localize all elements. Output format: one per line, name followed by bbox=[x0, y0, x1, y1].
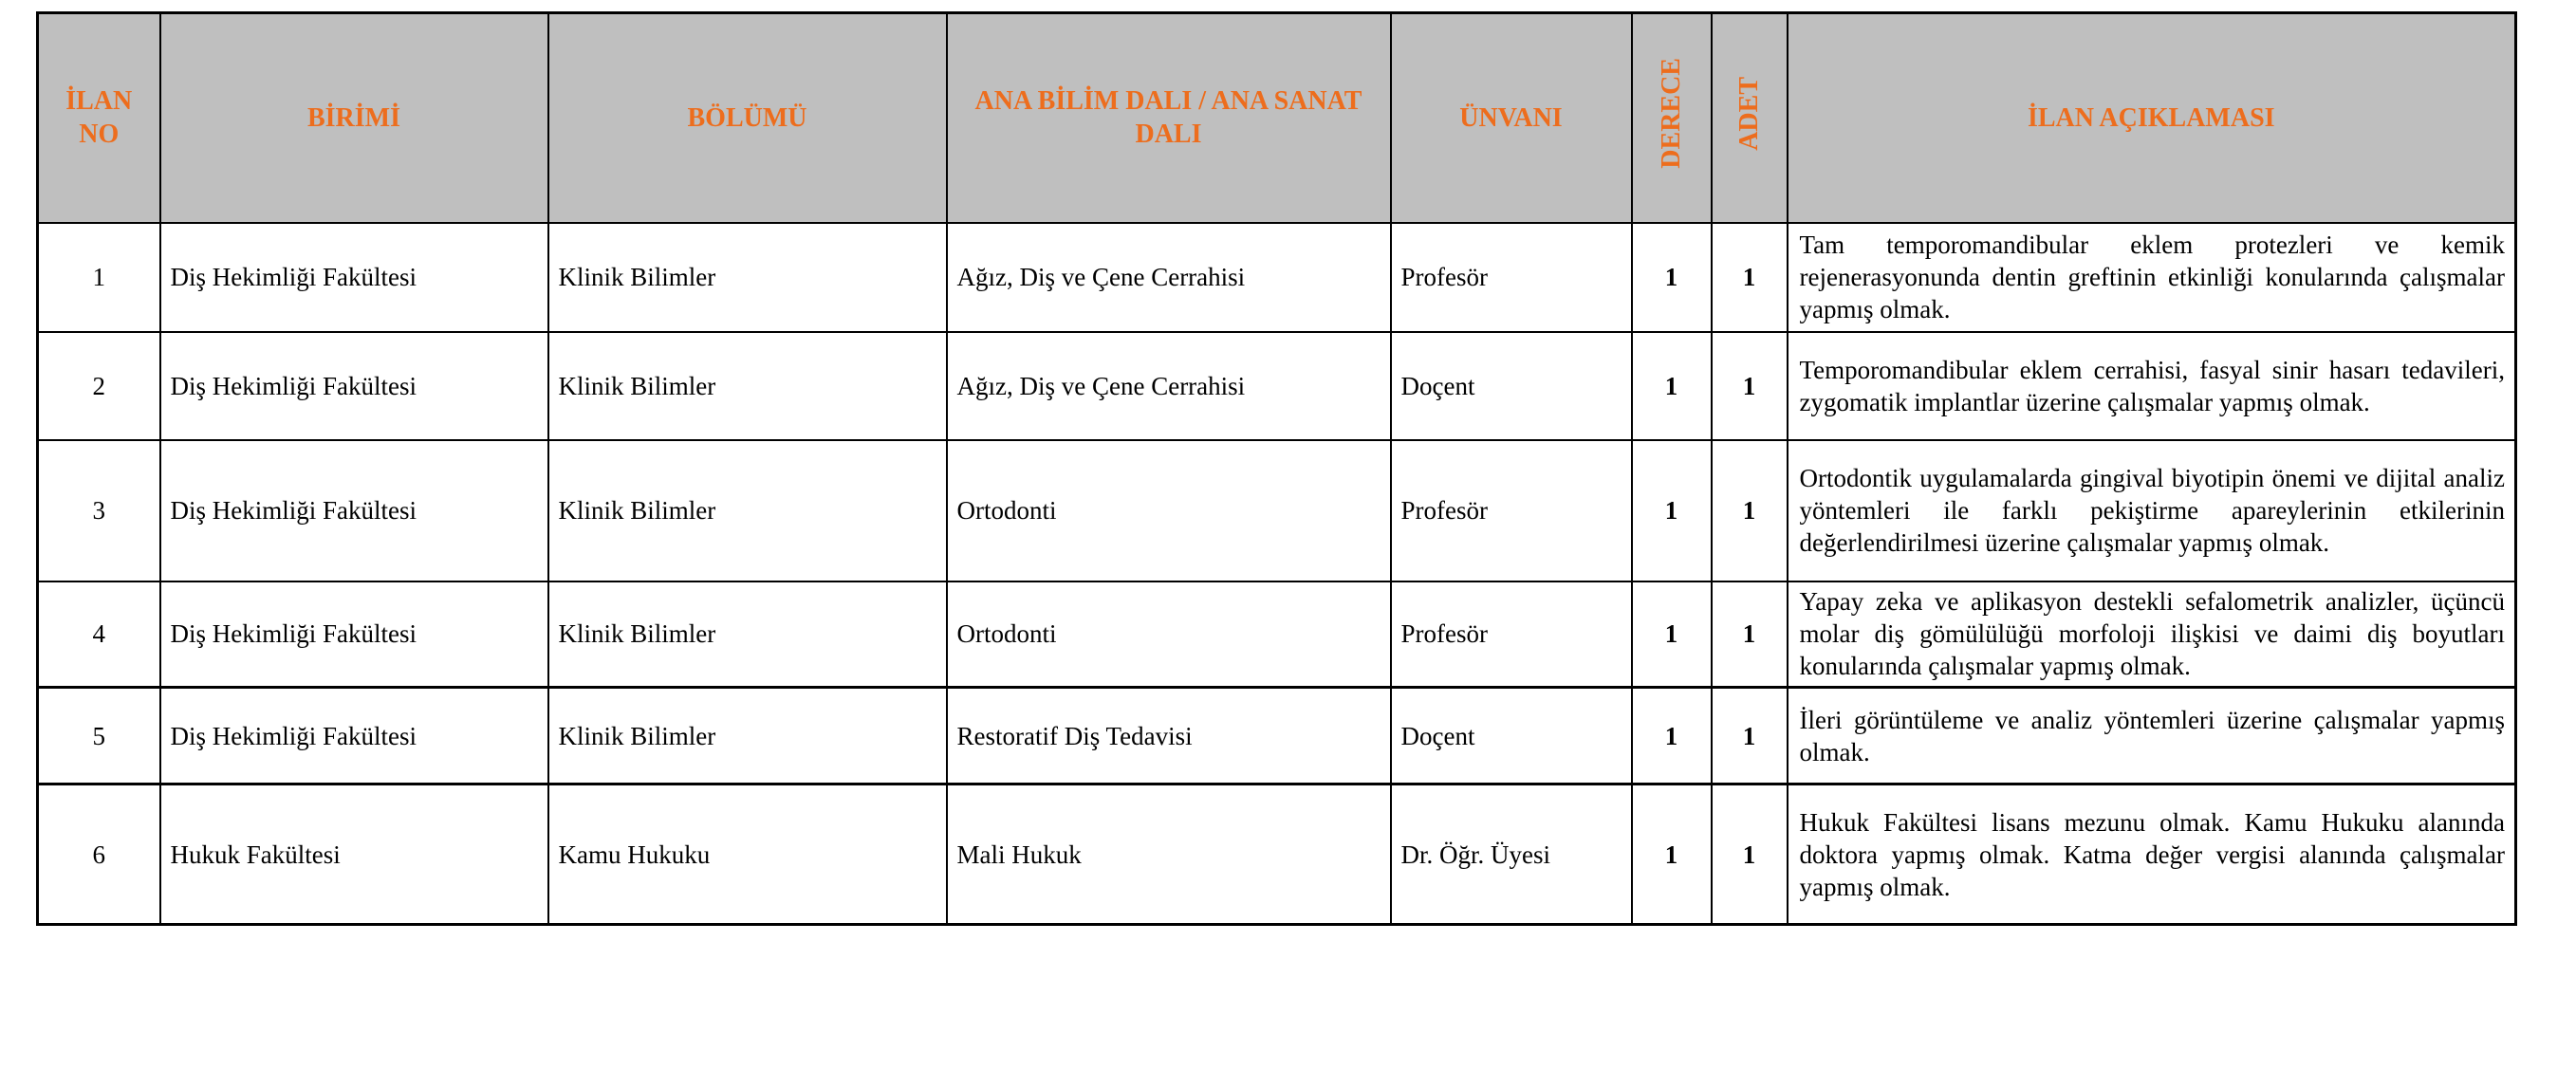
cell-adet: 1 bbox=[1712, 581, 1788, 688]
col-header-ilan-no: İLAN NO bbox=[38, 13, 160, 223]
cell-bolumu: Kamu Hukuku bbox=[548, 784, 947, 925]
cell-bolumu: Klinik Bilimler bbox=[548, 440, 947, 581]
cell-bolumu: Klinik Bilimler bbox=[548, 332, 947, 440]
cell-ilan-aciklamasi: Ortodontik uygulamalarda gingival biyotipin önemi ve dijital analiz yöntemleri ile farklı pekiştirme apareylerinin etkilerinin değerlendirilmesi üzerine çalışmalar yapmış olmak. bbox=[1788, 440, 2516, 581]
col-header-bolumu: BÖLÜMÜ bbox=[548, 13, 947, 223]
col-header-adet-label: ADET bbox=[1734, 76, 1764, 151]
cell-birimi: Hukuk Fakültesi bbox=[160, 784, 548, 925]
table-row bbox=[38, 688, 2516, 784]
cell-ana-bilim-dali: Mali Hukuk bbox=[947, 784, 1391, 925]
cell-derece: 1 bbox=[1632, 223, 1712, 332]
header-row bbox=[38, 13, 2516, 223]
job-listings-table bbox=[36, 11, 2517, 926]
cell-ilan-aciklamasi: Tam temporomandibular eklem protezleri ve kemik rejenerasyonunda dentin greftinin etkinliği konularında çalışmalar yapmış olmak. bbox=[1788, 223, 2516, 332]
col-header-derece-label: DERECE bbox=[1657, 58, 1686, 170]
cell-unvani: Profesör bbox=[1391, 440, 1632, 581]
col-header-ana-bilim-dali: ANA BİLİM DALI / ANA SANAT DALI bbox=[947, 13, 1391, 223]
table-row bbox=[38, 332, 2516, 440]
table-row bbox=[38, 581, 2516, 688]
table-row bbox=[38, 440, 2516, 581]
col-header-unvani: ÜNVANI bbox=[1391, 13, 1632, 223]
cell-adet: 1 bbox=[1712, 688, 1788, 784]
cell-unvani: Doçent bbox=[1391, 688, 1632, 784]
cell-birimi: Diş Hekimliği Fakültesi bbox=[160, 688, 548, 784]
cell-derece: 1 bbox=[1632, 688, 1712, 784]
table-row bbox=[38, 223, 2516, 332]
cell-ilan-no: 6 bbox=[38, 784, 160, 925]
cell-bolumu: Klinik Bilimler bbox=[548, 688, 947, 784]
cell-unvani: Dr. Öğr. Üyesi bbox=[1391, 784, 1632, 925]
cell-birimi: Diş Hekimliği Fakültesi bbox=[160, 581, 548, 688]
cell-adet: 1 bbox=[1712, 784, 1788, 925]
cell-ana-bilim-dali: Ortodonti bbox=[947, 440, 1391, 581]
cell-derece: 1 bbox=[1632, 332, 1712, 440]
cell-ilan-aciklamasi: Hukuk Fakültesi lisans mezunu olmak. Kamu Hukuku alanında doktora yapmış olmak. Katma değer vergisi alanında çalışmalar yapmış olmak. bbox=[1788, 784, 2516, 925]
cell-birimi: Diş Hekimliği Fakültesi bbox=[160, 440, 548, 581]
cell-adet: 1 bbox=[1712, 440, 1788, 581]
cell-ilan-no: 5 bbox=[38, 688, 160, 784]
cell-birimi: Diş Hekimliği Fakültesi bbox=[160, 332, 548, 440]
cell-birimi: Diş Hekimliği Fakültesi bbox=[160, 223, 548, 332]
cell-unvani: Profesör bbox=[1391, 581, 1632, 688]
cell-ana-bilim-dali: Ağız, Diş ve Çene Cerrahisi bbox=[947, 223, 1391, 332]
cell-derece: 1 bbox=[1632, 784, 1712, 925]
announcement-table-container bbox=[36, 11, 2514, 926]
cell-adet: 1 bbox=[1712, 223, 1788, 332]
col-header-adet bbox=[1712, 13, 1788, 223]
cell-ana-bilim-dali: Ortodonti bbox=[947, 581, 1391, 688]
cell-ilan-no: 4 bbox=[38, 581, 160, 688]
cell-derece: 1 bbox=[1632, 440, 1712, 581]
cell-ilan-no: 3 bbox=[38, 440, 160, 581]
cell-adet: 1 bbox=[1712, 332, 1788, 440]
cell-derece: 1 bbox=[1632, 581, 1712, 688]
cell-ilan-no: 1 bbox=[38, 223, 160, 332]
cell-unvani: Profesör bbox=[1391, 223, 1632, 332]
cell-ilan-aciklamasi: Temporomandibular eklem cerrahisi, fasyal sinir hasarı tedavileri, zygomatik implantlar üzerine çalışmalar yapmış olmak. bbox=[1788, 332, 2516, 440]
col-header-derece bbox=[1632, 13, 1712, 223]
col-header-birimi: BİRİMİ bbox=[160, 13, 548, 223]
cell-ilan-aciklamasi: Yapay zeka ve aplikasyon destekli sefalometrik analizler, üçüncü molar diş gömülülüğü morfoloji ilişkisi ve daimi diş boyutları konularında çalışmalar yapmış olmak. bbox=[1788, 581, 2516, 688]
cell-ilan-aciklamasi: İleri görüntüleme ve analiz yöntemleri üzerine çalışmalar yapmış olmak. bbox=[1788, 688, 2516, 784]
col-header-ilan-aciklamasi: İLAN AÇIKLAMASI bbox=[1788, 13, 2516, 223]
cell-ana-bilim-dali: Restoratif Diş Tedavisi bbox=[947, 688, 1391, 784]
cell-ilan-no: 2 bbox=[38, 332, 160, 440]
cell-ana-bilim-dali: Ağız, Diş ve Çene Cerrahisi bbox=[947, 332, 1391, 440]
cell-bolumu: Klinik Bilimler bbox=[548, 223, 947, 332]
cell-unvani: Doçent bbox=[1391, 332, 1632, 440]
cell-bolumu: Klinik Bilimler bbox=[548, 581, 947, 688]
table-row bbox=[38, 784, 2516, 925]
